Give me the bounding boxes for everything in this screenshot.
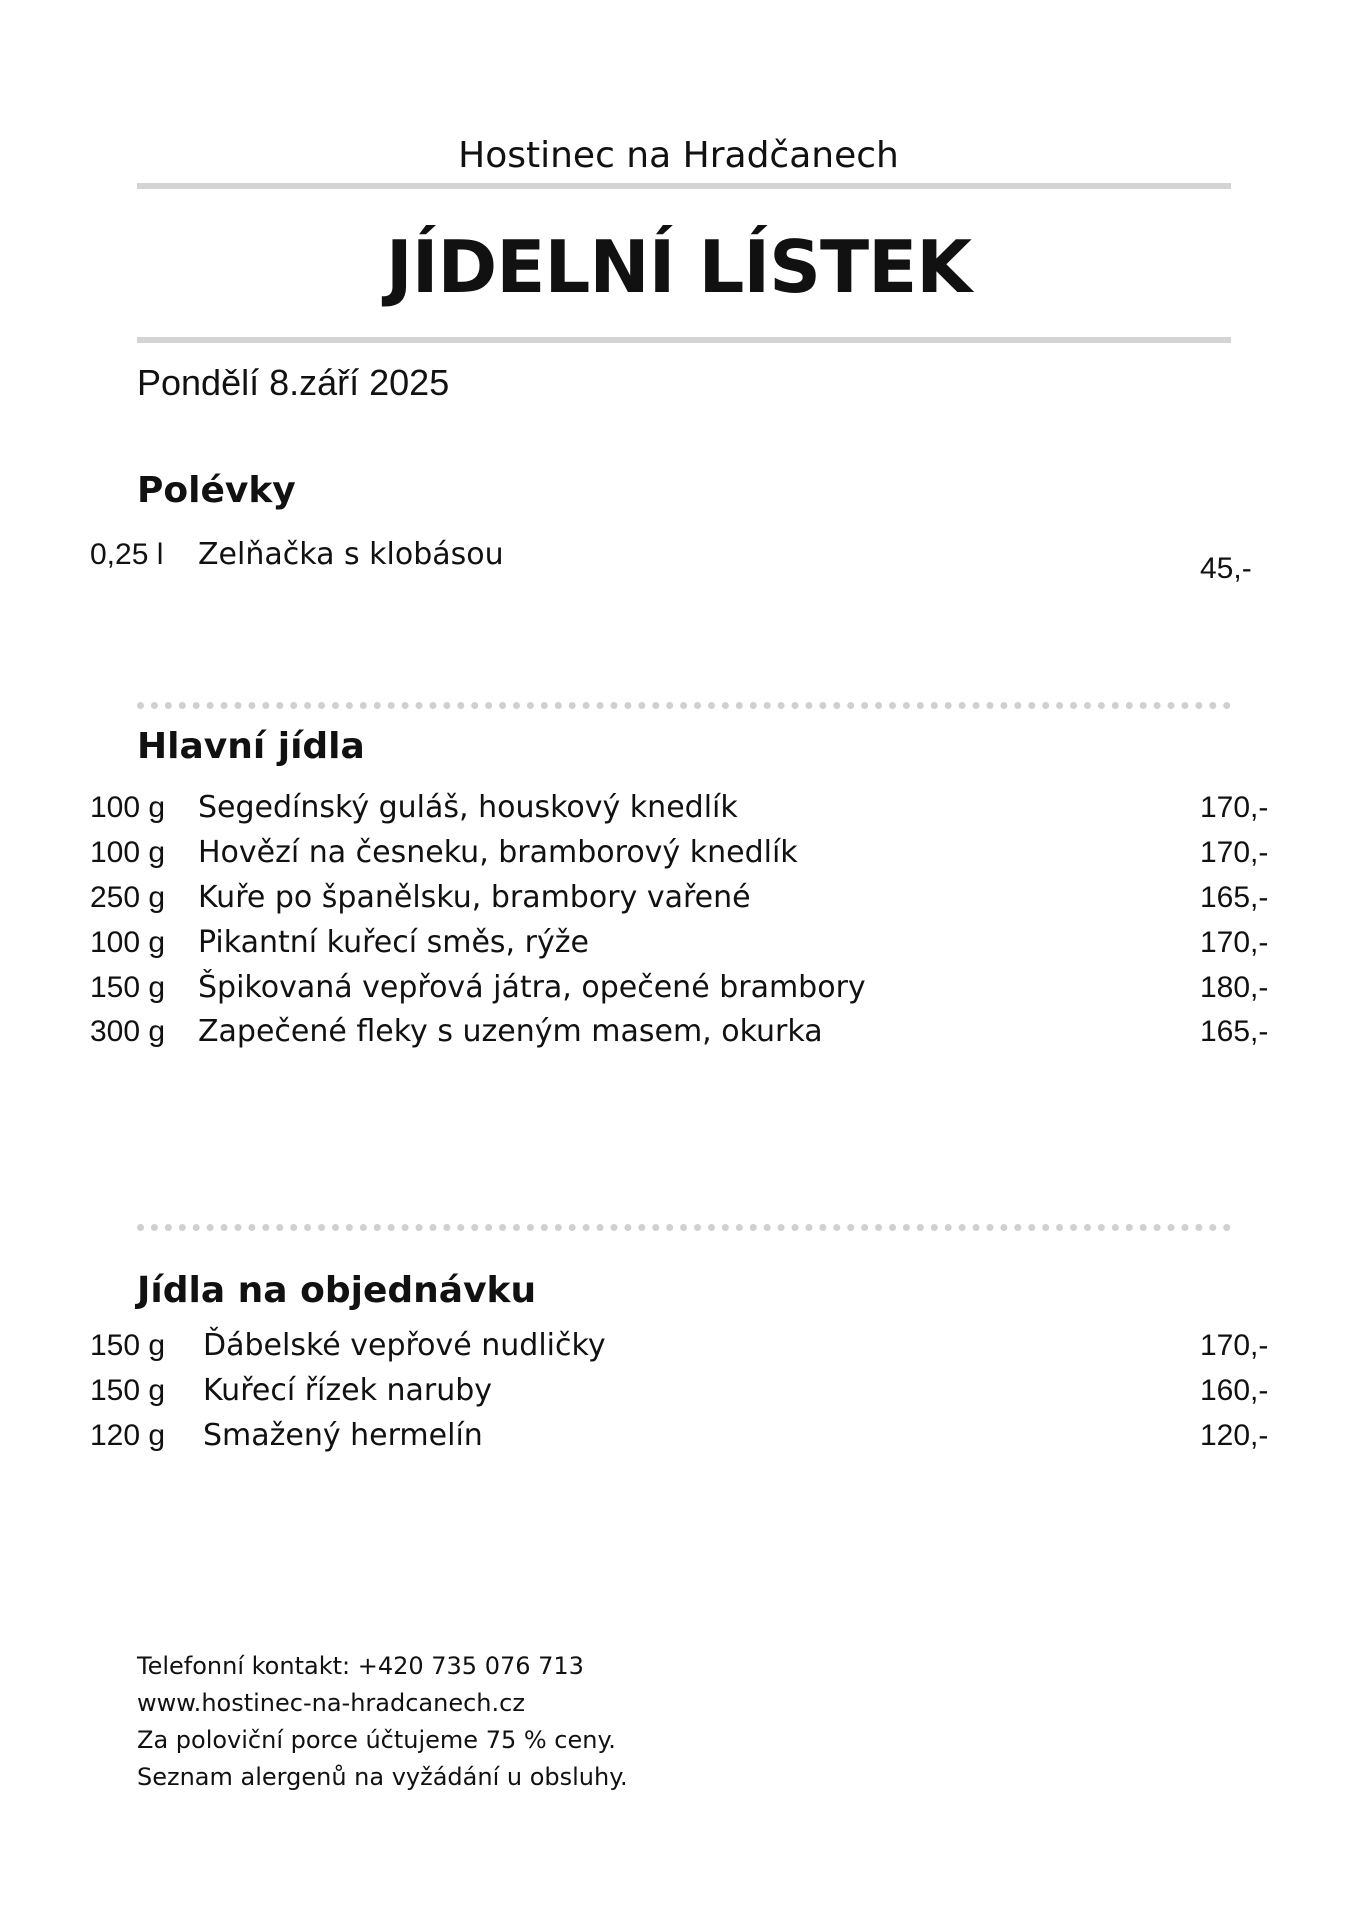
item-quantity: 250 g xyxy=(90,881,166,914)
item-quantity: 100 g xyxy=(90,926,166,959)
item-name: Kuřecí řízek naruby xyxy=(203,1373,493,1408)
item-price: 170,- xyxy=(1200,836,1269,869)
section-heading-mains: Hlavní jídla xyxy=(137,726,365,767)
header-rule-bottom xyxy=(137,337,1231,343)
item-name: Zapečené fleky s uzeným masem, okurka xyxy=(198,1014,823,1049)
section-heading-orders: Jídla na objednávku xyxy=(137,1270,537,1311)
header-rule-top xyxy=(137,183,1231,189)
item-name: Hovězí na česneku, bramborový knedlík xyxy=(198,835,798,870)
item-price: 160,- xyxy=(1200,1374,1269,1407)
item-quantity: 100 g xyxy=(90,791,166,824)
menu-item xyxy=(0,921,1357,965)
item-price: 170,- xyxy=(1200,926,1269,959)
menu-item xyxy=(0,1010,1357,1054)
item-quantity: 150 g xyxy=(90,1374,166,1407)
item-quantity: 120 g xyxy=(90,1419,166,1452)
menu-item xyxy=(0,1324,1357,1368)
item-quantity: 150 g xyxy=(90,1329,166,1362)
item-price: 165,- xyxy=(1200,1015,1269,1048)
item-name: Segedínský guláš, houskový knedlík xyxy=(198,790,738,825)
item-price: 45,- xyxy=(1200,552,1252,585)
item-price: 120,- xyxy=(1200,1419,1269,1452)
item-quantity: 150 g xyxy=(90,971,166,1004)
menu-date: Pondělí 8.září 2025 xyxy=(137,362,450,403)
footer-website: www.hostinec-na-hradcanech.cz xyxy=(137,1689,525,1717)
section-divider xyxy=(137,1224,1231,1231)
item-name: Ďábelské vepřové nudličky xyxy=(203,1328,606,1363)
menu-item xyxy=(0,966,1357,1010)
restaurant-name: Hostinec na Hradčanech xyxy=(458,135,899,176)
menu-item xyxy=(0,831,1357,875)
item-price: 170,- xyxy=(1200,791,1269,824)
section-heading-soups: Polévky xyxy=(137,470,296,511)
item-quantity: 300 g xyxy=(90,1015,166,1048)
item-name: Pikantní kuřecí směs, rýže xyxy=(198,925,589,960)
item-name: Špikovaná vepřová játra, opečené brambory xyxy=(198,970,866,1005)
menu-item xyxy=(0,533,1357,585)
section-divider xyxy=(137,702,1231,709)
item-price: 170,- xyxy=(1200,1329,1269,1362)
item-name: Kuře po španělsku, brambory vařené xyxy=(198,880,751,915)
page-title: JÍDELNÍ LÍSTEK xyxy=(385,225,972,309)
footer-half-portion-note: Za poloviční porce účtujeme 75 % ceny. xyxy=(137,1726,616,1754)
item-price: 180,- xyxy=(1200,971,1269,1004)
item-price: 165,- xyxy=(1200,881,1269,914)
menu-item xyxy=(0,876,1357,920)
menu-item xyxy=(0,1414,1357,1458)
footer-phone: Telefonní kontakt: +420 735 076 713 xyxy=(137,1652,584,1680)
item-quantity: 100 g xyxy=(90,836,166,869)
footer-notes xyxy=(137,1648,628,1796)
menu-item xyxy=(0,786,1357,830)
item-quantity: 0,25 l xyxy=(90,538,164,571)
item-name: Zelňačka s klobásou xyxy=(198,537,504,572)
footer-allergens-note: Seznam alergenů na vyžádání u obsluhy. xyxy=(137,1763,628,1791)
menu-item xyxy=(0,1369,1357,1413)
item-name: Smažený hermelín xyxy=(203,1418,483,1453)
